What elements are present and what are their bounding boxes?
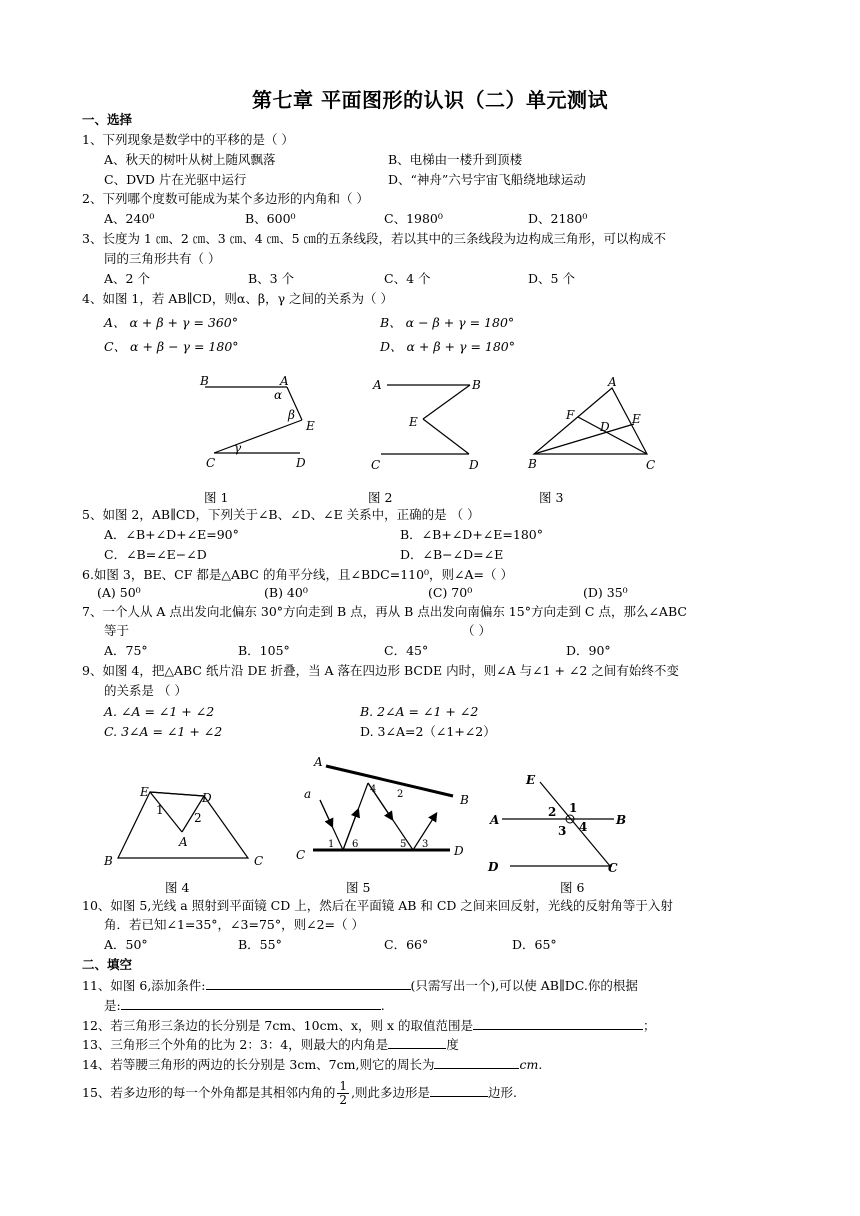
fig5-label-3: 3 — [422, 839, 429, 850]
fig4-label-B: B — [104, 854, 113, 868]
figure-4 — [100, 780, 270, 875]
caption-fig4: 图 4 — [165, 880, 190, 895]
q4-option-b: B、 α − β + γ = 180° — [380, 315, 515, 330]
caption-fig2: 图 2 — [368, 490, 393, 505]
q2-option-b: B、600⁰ — [245, 211, 296, 226]
q5-option-b: B．∠B+∠D+∠E=180° — [400, 527, 543, 542]
caption-fig5: 图 5 — [346, 880, 371, 895]
q3-option-c: C、4 个 — [384, 271, 431, 286]
fig6-label-D: D — [488, 860, 499, 874]
fig4-label-2: 2 — [194, 811, 202, 825]
q3-option-b: B、3 个 — [248, 271, 295, 286]
fig5-label-4: 4 — [370, 784, 377, 795]
fig6-label-1: 1 — [569, 801, 578, 815]
q12-prefix: 12、若三角形三条边的长分别是 7cm、10cm、x，则 x 的取值范围是 — [82, 1018, 473, 1033]
q15-line — [82, 1078, 517, 1108]
caption-fig1: 图 1 — [204, 490, 229, 505]
fig5-label-A: A — [314, 755, 323, 769]
fig6-label-2: 2 — [548, 805, 557, 819]
q11-end: . — [380, 998, 385, 1013]
fig3-label-E: E — [632, 412, 641, 426]
fig1-label-alpha: α — [274, 388, 283, 402]
q9-option-c: C. 3∠A = ∠1 + ∠2 — [104, 724, 223, 739]
q7-stem-line2: 等于 — [104, 623, 130, 638]
q11-middle-text: (只需写出一个),可以使 AB∥DC.你的根据 — [410, 978, 638, 993]
q3-stem-line2: 同的三角形共有（ ） — [104, 251, 221, 266]
caption-fig3: 图 3 — [539, 490, 564, 505]
fig1-label-D: D — [296, 456, 306, 470]
fig4-label-C: C — [254, 854, 264, 868]
q9-stem-line2: 的关系是 （ ） — [104, 683, 187, 698]
q15-fraction-numerator: 1 — [339, 1079, 348, 1093]
q11-line1 — [82, 977, 638, 994]
q1-option-d: D、“神舟”六号宇宙飞船绕地球运动 — [388, 172, 586, 187]
fig5-label-B: B — [460, 793, 469, 807]
fig6-label-E: E — [526, 773, 536, 787]
fig3-label-C: C — [646, 458, 656, 472]
q14-line — [82, 1056, 542, 1073]
q5-option-c: C．∠B=∠E−∠D — [104, 547, 207, 562]
fig6-label-C: C — [608, 861, 618, 875]
q7-option-b: B．105° — [238, 643, 290, 658]
fig3-label-B: B — [528, 457, 537, 471]
q12-line — [82, 1017, 656, 1034]
q10-stem-line2: 角．若已知∠1=35°，∠3=75°，则∠2=（ ） — [104, 917, 364, 932]
fig2-label-E: E — [409, 415, 418, 429]
q4-option-c: C、 α + β − γ = 180° — [104, 339, 239, 354]
figure-5 — [288, 752, 478, 867]
fig1-label-A: A — [280, 374, 289, 388]
q5-option-a: A．∠B+∠D+∠E=90° — [104, 527, 239, 542]
q10-option-a: A．50° — [104, 937, 148, 952]
fig1-label-C: C — [206, 456, 216, 470]
figure-3 — [522, 372, 667, 472]
q5-stem: 5、如图 2，AB∥CD，下列关于∠B、∠D、∠E 关系中，正确的是 （ ） — [82, 507, 480, 522]
fig5-label-C: C — [296, 848, 306, 862]
q6-option-c: (C) 70⁰ — [428, 585, 473, 600]
fig1-label-E: E — [306, 419, 315, 433]
q15-fraction — [337, 1080, 349, 1107]
q6-option-b: (B) 40⁰ — [264, 585, 308, 600]
q14-prefix: 14、若等腰三角形的两边的长分别是 3cm、7cm,则它的周长为 — [82, 1057, 435, 1072]
figure-6 — [486, 770, 636, 880]
fig2-label-C: C — [371, 458, 381, 472]
q14-end: cm. — [519, 1057, 543, 1072]
fig5-label-a: a — [304, 787, 312, 801]
q15-middle: ,则此多边形是 — [351, 1085, 431, 1100]
q9-option-d: D. 3∠A=2（∠1+∠2） — [360, 724, 496, 739]
q7-answer-paren: （ ） — [462, 623, 491, 638]
q3-stem-line1: 3、长度为 1 ㎝、2 ㎝、3 ㎝、4 ㎝、5 ㎝的五条线段，若以其中的三条线段为边构成三角形，可以构成不 — [82, 231, 667, 246]
q14-answer-blank[interactable] — [434, 1056, 519, 1069]
fig1-label-gamma: γ — [234, 441, 242, 455]
fig4-label-A: A — [179, 835, 188, 849]
caption-fig6: 图 6 — [560, 880, 585, 895]
q15-answer-blank[interactable] — [430, 1084, 488, 1097]
q13-end: 度 — [446, 1037, 459, 1052]
q2-option-c: C、1980⁰ — [384, 211, 443, 226]
fig2-label-D: D — [469, 458, 479, 472]
q3-option-d: D、5 个 — [528, 271, 575, 286]
q13-line — [82, 1036, 459, 1053]
fig4-label-D: D — [202, 791, 212, 805]
q6-option-a: (A) 50⁰ — [97, 585, 141, 600]
q11-prefix: 11、如图 6,添加条件: — [82, 978, 206, 993]
fig6-label-3: 3 — [558, 824, 567, 838]
fig2-label-B: B — [472, 378, 481, 392]
fig1-label-beta: β — [288, 408, 295, 422]
q2-option-a: A、240⁰ — [104, 211, 155, 226]
q11-reason-blank[interactable] — [121, 997, 381, 1010]
fig3-label-F: F — [566, 408, 575, 422]
q12-answer-blank[interactable] — [473, 1017, 643, 1030]
fig3-label-D: D — [600, 420, 610, 434]
q7-stem-line1: 7、一个人从 A 点出发向北偏东 30°方向走到 B 点，再从 B 点出发向南偏东 15°方向走到 C 点，那么∠ABC — [82, 604, 687, 619]
fig4-label-E: E — [140, 785, 149, 799]
q11-condition-blank[interactable] — [206, 977, 411, 990]
q9-option-a: A. ∠A = ∠1 + ∠2 — [104, 704, 215, 719]
fig6-label-B: B — [616, 813, 627, 827]
q9-stem-line1: 9、如图 4，把△ABC 纸片沿 DE 折叠，当 A 落在四边形 BCDE 内时，则∠A 与∠1 + ∠2 之间有始终不变 — [82, 663, 679, 678]
q10-stem-line1: 10、如图 5,光线 a 照射到平面镜 CD 上，然后在平面镜 AB 和 CD 之间来回反射，光线的反射角等于入射 — [82, 898, 673, 913]
fig5-label-5: 5 — [400, 839, 407, 850]
q5-option-d: D．∠B−∠D=∠E — [400, 547, 504, 562]
page-title: 第七章 平面图形的认识（二）单元测试 — [252, 88, 608, 112]
fig5-label-6: 6 — [352, 839, 359, 850]
q1-stem: 1、下列现象是数学中的平移的是（ ） — [82, 132, 294, 147]
figure-1 — [190, 370, 330, 475]
fig4-label-1: 1 — [156, 803, 164, 817]
q10-option-c: C．66° — [384, 937, 429, 952]
q11-line2 — [104, 997, 385, 1014]
fig2-label-A: A — [373, 378, 382, 392]
q3-option-a: A、2 个 — [104, 271, 150, 286]
figure-2 — [365, 372, 495, 472]
q15-end: 边形. — [488, 1085, 518, 1100]
q1-option-c: C、DVD 片在光驱中运行 — [104, 172, 247, 187]
q13-answer-blank[interactable] — [388, 1036, 446, 1049]
q1-option-a: A、秋天的树叶从树上随风飘落 — [104, 152, 276, 167]
q15-fraction-denominator: 2 — [339, 1093, 348, 1107]
q9-option-b: B. 2∠A = ∠1 + ∠2 — [360, 704, 479, 719]
q10-option-b: B．55° — [238, 937, 282, 952]
q4-option-d: D、 α + β + γ = 180° — [380, 339, 516, 354]
q2-stem: 2、下列哪个度数可能成为某个多边形的内角和（ ） — [82, 191, 369, 206]
section-choice-heading: 一、选择 — [82, 112, 133, 127]
q1-option-b: B、电梯由一楼升到顶楼 — [388, 152, 523, 167]
q10-option-d: D．65° — [512, 937, 557, 952]
fig5-label-1: 1 — [328, 839, 335, 850]
q2-option-d: D、2180⁰ — [528, 211, 588, 226]
q13-prefix: 13、三角形三个外角的比为 2：3：4，则最大的内角是 — [82, 1037, 389, 1052]
fig3-label-A: A — [608, 375, 617, 389]
q7-option-a: A．75° — [104, 643, 148, 658]
fig6-label-4: 4 — [579, 820, 588, 834]
q11-line2-prefix: 是: — [104, 998, 121, 1013]
q7-option-c: C．45° — [384, 643, 429, 658]
q15-prefix: 15、若多边形的每一个外角都是其相邻内角的 — [82, 1085, 336, 1100]
q6-option-d: (D) 35⁰ — [583, 585, 628, 600]
fig5-label-2: 2 — [397, 789, 404, 800]
fig1-label-B: B — [200, 374, 209, 388]
q7-option-d: D．90° — [566, 643, 611, 658]
q4-stem: 4、如图 1，若 AB∥CD，则α、β，γ 之间的关系为（ ） — [82, 291, 394, 306]
q4-option-a: A、 α + β + γ = 360° — [104, 315, 239, 330]
fig5-label-D: D — [454, 844, 464, 858]
q6-stem: 6.如图 3，BE、CF 都是△ABC 的角平分线，且∠BDC=110⁰，则∠A=（ ） — [82, 567, 514, 582]
fig6-label-A: A — [490, 813, 500, 827]
q12-end: ； — [643, 1018, 656, 1033]
section-fill-heading: 二、填空 — [82, 957, 133, 972]
